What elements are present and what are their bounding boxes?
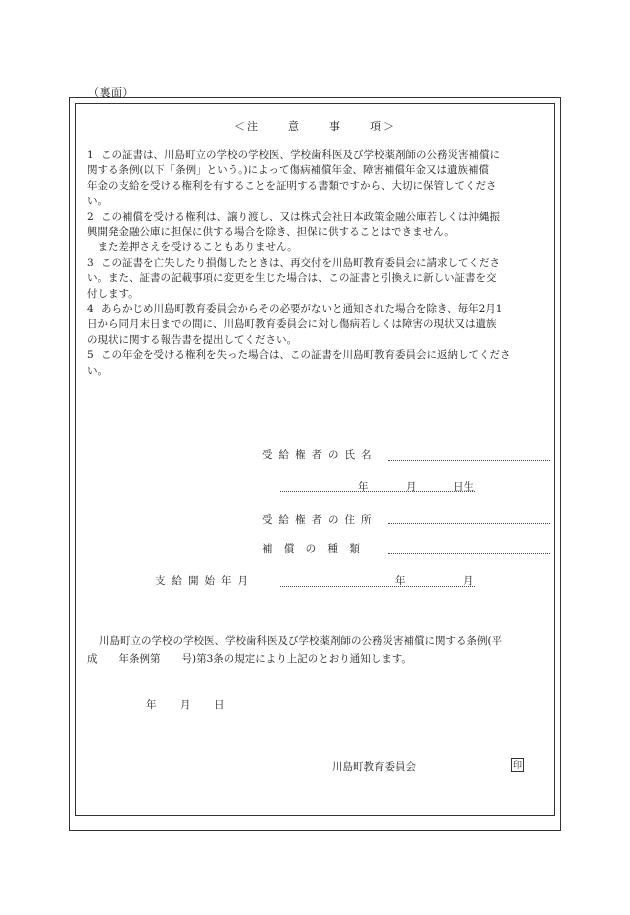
birth-year-label: 年 (358, 481, 369, 493)
notice-item-line (87, 148, 542, 163)
notice-item-line (87, 302, 542, 317)
notice-item-line: 興開発金融公庫に担保に供する場合を除き、担保に供することはできません。 (87, 226, 455, 239)
recipient-address-row (262, 512, 378, 527)
notice-item-number: 3 (87, 256, 94, 269)
notice-title-char-3: 事 (329, 120, 342, 133)
notice-item (87, 256, 542, 302)
notice-item-text: この証書は、川島町立の学校の学校医、学校歯科医及び学校薬剤師の公務災害補償に (101, 149, 500, 161)
birth-day-label: 日生 (453, 481, 474, 493)
compensation-type-line[interactable] (388, 553, 550, 554)
notice-item-line: 関する条例(以下「条例」という。)によって傷病補償年金、障害補償年金又は遺族補償 (87, 164, 489, 177)
issue-date-day: 日 (214, 699, 225, 711)
notice-title-close: 項＞ (370, 120, 396, 133)
payment-start-label: 支給開始年月 (155, 575, 254, 587)
recipient-address-label: 受給権者の住所 (262, 514, 378, 526)
notice-item-line: 付します。 (87, 287, 139, 300)
notice-item-line: の現状に関する報告書を提出してください。 (87, 333, 297, 346)
notice-item-line (87, 256, 542, 271)
start-month-label: 月 (463, 575, 474, 587)
notice-item-line: い。 (87, 195, 108, 208)
notice-item-text: この証書を亡失したり損傷したときは、再交付を川島町教育委員会に請求してくださ (101, 256, 500, 269)
notice-item-number: 5 (87, 349, 94, 362)
birth-date-line[interactable] (280, 491, 475, 492)
recipient-name-label: 受給権者の氏名 (262, 449, 378, 461)
notice-item (87, 348, 542, 379)
compensation-type-row (262, 541, 364, 556)
notice-item-number: 2 (87, 210, 94, 223)
notice-item (87, 148, 542, 210)
notice-item-line: また差押さえを受けることもありません。 (87, 241, 298, 254)
notice-item (87, 302, 542, 348)
payment-start-line[interactable] (280, 586, 475, 587)
payment-start-row (155, 573, 254, 588)
notice-title (75, 118, 555, 134)
notice-item-number: 4 (87, 303, 94, 316)
notice-item-number: 1 (87, 149, 94, 161)
recipient-address-line[interactable] (388, 523, 550, 524)
recipient-name-line[interactable] (388, 460, 550, 461)
notice-item-text: この補償を受ける権利は、譲り渡し、又は株式会社日本政策金融公庫若しくは沖縄振 (101, 210, 500, 223)
notification-statement-line-2: 成 年条例第 号)第3条の規定により上記のとおり通知します。 (87, 653, 412, 665)
notice-title-char-2: 意 (288, 120, 301, 133)
start-year-label: 年 (395, 575, 406, 587)
notice-item-line: い。また、証書の記載事項に変更を生じた場合は、この証書と引換えに新しい証書を交 (87, 272, 497, 285)
seal-mark: 印 (511, 758, 524, 772)
notification-statement-line-1: 川島町立の学校の学校医、学校歯科医及び学校薬剤師の公務災害補償に関する条例(平 (99, 635, 503, 647)
notice-item-line (87, 348, 542, 363)
issue-date-month: 月 (180, 699, 191, 711)
notice-title-open: ＜注 (234, 120, 260, 133)
notice-list (87, 148, 542, 379)
issue-date-year: 年 (146, 699, 157, 711)
notice-item-line: 年金の支給を受ける権利を有することを証明する書類ですから、大切に保管してくださ (87, 179, 497, 192)
recipient-name-row (262, 447, 378, 462)
notice-item-line: い。 (87, 364, 108, 377)
notice-item-text: この年金を受ける権利を失った場合は、この証書を川島町教育委員会に返納してくださ (101, 349, 511, 362)
birth-month-label: 月 (406, 481, 417, 493)
page-side-label: （裏面） (88, 86, 134, 99)
notice-item-text: あらかじめ川島町教育委員会からその必要がないと通知された場合を除き、毎年2月1 (101, 303, 503, 316)
compensation-type-label: 補 償 の 種 類 (262, 543, 364, 555)
notification-statement (87, 632, 542, 668)
notice-item-line (87, 210, 542, 225)
issuer-name: 川島町教育委員会 (332, 761, 416, 773)
notice-item (87, 210, 542, 256)
notice-item-line: 日から同月末日までの間に、川島町教育委員会に対し傷病若しくは障害の現状又は遺族 (87, 318, 497, 331)
